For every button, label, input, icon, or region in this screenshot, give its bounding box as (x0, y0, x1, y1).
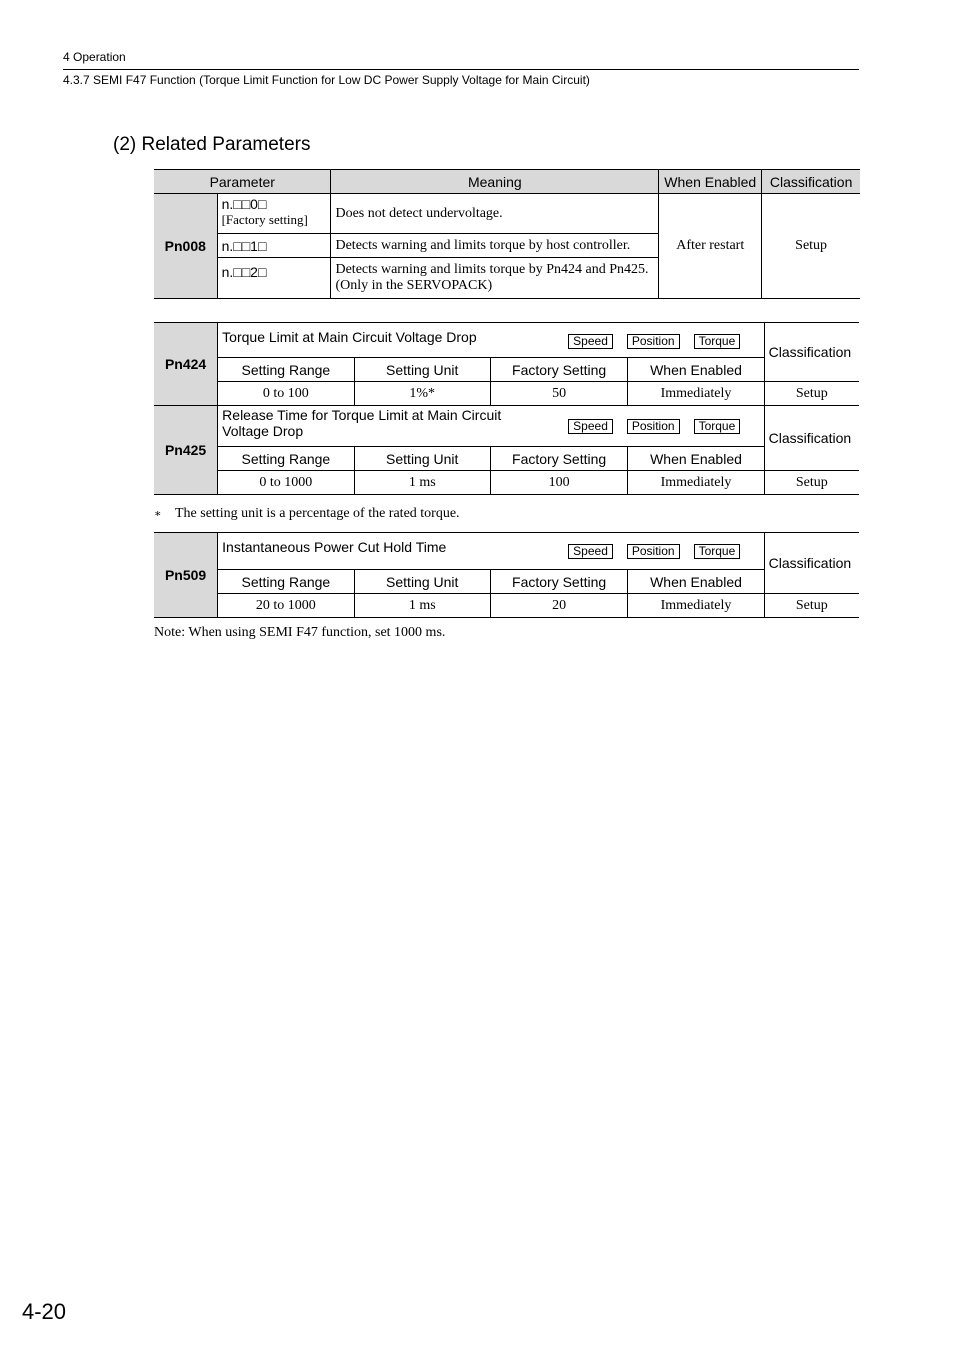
setting-value: n.□□0□ (221, 196, 267, 212)
pn509-range: 20 to 1000 (218, 594, 354, 618)
torque-tag: Torque (694, 334, 741, 349)
meaning-2-line2: (Only in the SERVOPACK) (335, 278, 493, 293)
pn424-classification-label: Classification (764, 323, 859, 382)
meaning-2 (331, 258, 659, 299)
header-when-enabled: When Enabled (659, 170, 762, 194)
pn425-when-label: When Enabled (628, 447, 764, 471)
page-number: 4-20 (22, 1299, 67, 1324)
pn424-class: Setup (764, 382, 859, 406)
position-tag: Position (627, 334, 680, 349)
setting-value-2: n.□□2□ (217, 258, 331, 299)
pn424-unit: 1%* (354, 382, 490, 406)
pn509-unit-label: Setting Unit (354, 570, 490, 594)
pn425-classification-label: Classification (764, 406, 859, 471)
pn425-range: 0 to 1000 (218, 471, 354, 495)
classification-value: Setup (762, 194, 860, 299)
section-header: 4.3.7 SEMI F47 Function (Torque Limit Function for Low DC Power Supply Voltage for Main Circuit) (63, 73, 590, 87)
pn424-range: 0 to 100 (218, 382, 354, 406)
footnote-text: The setting unit is a percentage of the rated torque. (174, 506, 460, 521)
speed-tag: Speed (568, 544, 613, 559)
pn509-mode-tags (568, 542, 740, 560)
setting-value-1: n.□□1□ (217, 234, 331, 258)
pn424-mode-tags (568, 332, 740, 350)
footnote-mark: ∗ (154, 508, 162, 520)
pn008-table (154, 169, 860, 299)
pn424-factory-label: Factory Setting (490, 358, 627, 382)
pn425-factory: 100 (490, 471, 627, 495)
pn424-when-label: When Enabled (628, 358, 764, 382)
pn509-title-cell (218, 533, 765, 570)
meaning-2-line1: Detects warning and limits torque by Pn424 and Pn425. (335, 262, 649, 277)
pn425-class: Setup (764, 471, 859, 495)
pn424-unit-label: Setting Unit (354, 358, 490, 382)
pn425-range-label: Setting Range (218, 447, 354, 471)
pn509-title: Instantaneous Power Cut Hold Time (222, 539, 447, 555)
pn509-when-label: When Enabled (628, 570, 764, 594)
pn424-range-label: Setting Range (218, 358, 354, 382)
pn509-range-label: Setting Range (218, 570, 354, 594)
pn424-title-cell (218, 323, 765, 358)
subsection-title: (2) Related Parameters (113, 134, 311, 155)
pn509-unit: 1 ms (354, 594, 490, 618)
pn425-mode-tags (568, 417, 740, 435)
param-pn509: Pn509 (154, 533, 218, 618)
speed-tag: Speed (568, 419, 613, 434)
pn425-when: Immediately (628, 471, 764, 495)
torque-tag: Torque (694, 419, 741, 434)
footnote (154, 506, 460, 522)
meaning-1: Detects warning and limits torque by host controller. (331, 234, 659, 258)
factory-setting-label: [Factory setting] (221, 212, 308, 227)
header-rule (63, 69, 859, 70)
pn425-title-line2: Voltage Drop (222, 423, 304, 439)
pn509-when: Immediately (628, 594, 764, 618)
pn424-pn425-table (154, 322, 859, 495)
torque-tag: Torque (694, 544, 741, 559)
header-parameter: Parameter (154, 170, 331, 194)
param-pn008: Pn008 (154, 194, 217, 299)
pn509-classification-label: Classification (764, 533, 859, 594)
pn425-unit: 1 ms (354, 471, 490, 495)
pn509-table (154, 532, 859, 618)
pn425-unit-label: Setting Unit (354, 447, 490, 471)
note: Note: When using SEMI F47 function, set 1000 ms. (154, 625, 446, 640)
pn425-title-cell (218, 406, 765, 447)
position-tag: Position (627, 419, 680, 434)
pn424-title: Torque Limit at Main Circuit Voltage Drop (222, 329, 477, 345)
header-classification: Classification (762, 170, 860, 194)
param-pn425: Pn425 (154, 406, 218, 495)
pn424-factory: 50 (490, 382, 627, 406)
setting-value-0 (217, 194, 331, 234)
pn509-class: Setup (764, 594, 859, 618)
when-enabled-value: After restart (659, 194, 762, 299)
position-tag: Position (627, 544, 680, 559)
pn425-title (222, 407, 501, 439)
header-meaning: Meaning (331, 170, 659, 194)
pn509-factory-label: Factory Setting (490, 570, 627, 594)
chapter-header: 4 Operation (63, 50, 126, 64)
meaning-0: Does not detect undervoltage. (331, 194, 659, 234)
param-pn424: Pn424 (154, 323, 218, 406)
speed-tag: Speed (568, 334, 613, 349)
pn425-title-line1: Release Time for Torque Limit at Main Circuit (222, 407, 502, 423)
pn424-when: Immediately (628, 382, 764, 406)
pn425-factory-label: Factory Setting (490, 447, 627, 471)
pn509-factory: 20 (490, 594, 627, 618)
